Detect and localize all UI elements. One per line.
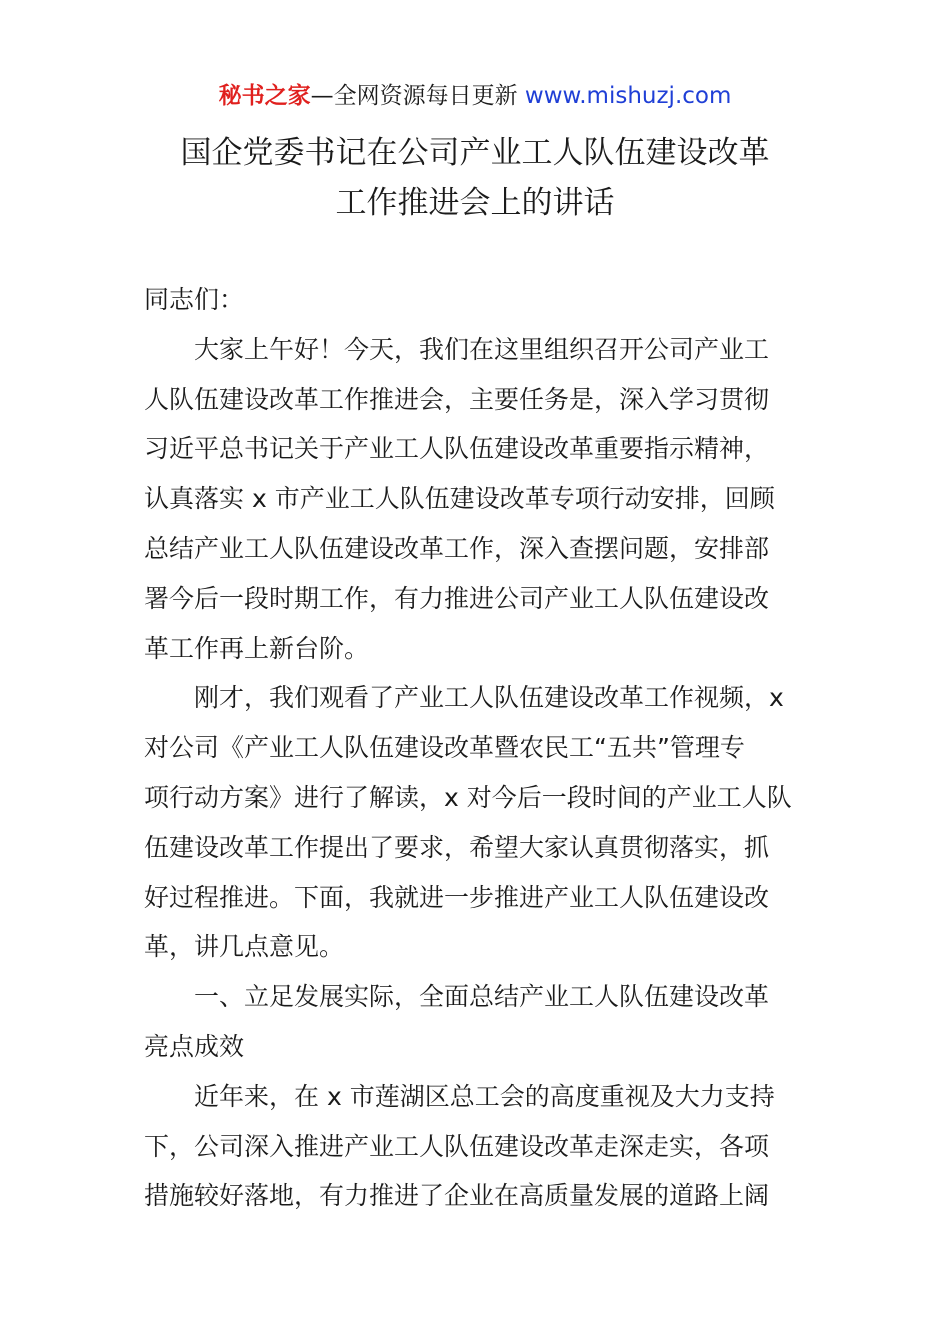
paragraph-3-line: 下，公司深入推进产业工人队伍建设改革走深走实，各项: [144, 1131, 770, 1161]
title-line-2: 工作推进会上的讲话: [335, 185, 615, 221]
banner-tagline: —全网资源每日更新: [310, 83, 525, 109]
paragraph-2-line: 对公司《产业工人队伍建设改革暨农民工“五共”管理专: [144, 733, 745, 763]
paragraph-1-line: 总结产业工人队伍建设改革工作，深入查摆问题，安排部: [144, 533, 770, 563]
paragraph-3-line: 近年来，在 x 市莲湖区总工会的高度重视及大力支持: [194, 1081, 775, 1111]
salutation: 同志们：: [144, 285, 245, 314]
paragraph-1-line: 人队伍建设改革工作推进会，主要任务是，深入学习贯彻: [144, 384, 770, 414]
paragraph-2-line: 伍建设改革工作提出了要求，希望大家认真贯彻落实，抓: [144, 832, 770, 862]
paragraph-1-line: 习近平总书记关于产业工人队伍建设改革重要指示精神，: [144, 434, 770, 464]
site-url-link[interactable]: www.mishuzj.com: [524, 83, 732, 109]
document-title: [0, 128, 950, 228]
section-heading-line: 亮点成效: [144, 1031, 245, 1061]
title-line-1: 国企党委书记在公司产业工人队伍建设改革: [180, 135, 770, 171]
site-banner: [0, 80, 950, 112]
paragraph-1-line: 革工作再上新台阶。: [144, 633, 370, 663]
speech-body: [144, 275, 808, 1221]
section-heading-line: 一、立足发展实际，全面总结产业工人队伍建设改革: [194, 982, 770, 1012]
paragraph-2-line: 项行动方案》进行了解读，x 对今后一段时间的产业工人队: [144, 782, 792, 812]
paragraph-1-line: 认真落实 x 市产业工人队伍建设改革专项行动安排，回顾: [144, 484, 775, 514]
paragraph-2-line: 好过程推进。下面，我就进一步推进产业工人队伍建设改: [144, 882, 770, 912]
paragraph-1-line: 署今后一段时期工作，有力推进公司产业工人队伍建设改: [144, 583, 770, 613]
paragraph-2-line: 刚才，我们观看了产业工人队伍建设改革工作视频，x: [194, 683, 784, 713]
paragraph-2-line: 革，讲几点意见。: [144, 932, 345, 962]
paragraph-3-line: 措施较好落地，有力推进了企业在高质量发展的道路上阔: [144, 1181, 770, 1211]
paragraph-1-line: 大家上午好！今天，我们在这里组织召开公司产业工: [194, 334, 770, 364]
brand-name: 秘书之家: [218, 83, 311, 109]
